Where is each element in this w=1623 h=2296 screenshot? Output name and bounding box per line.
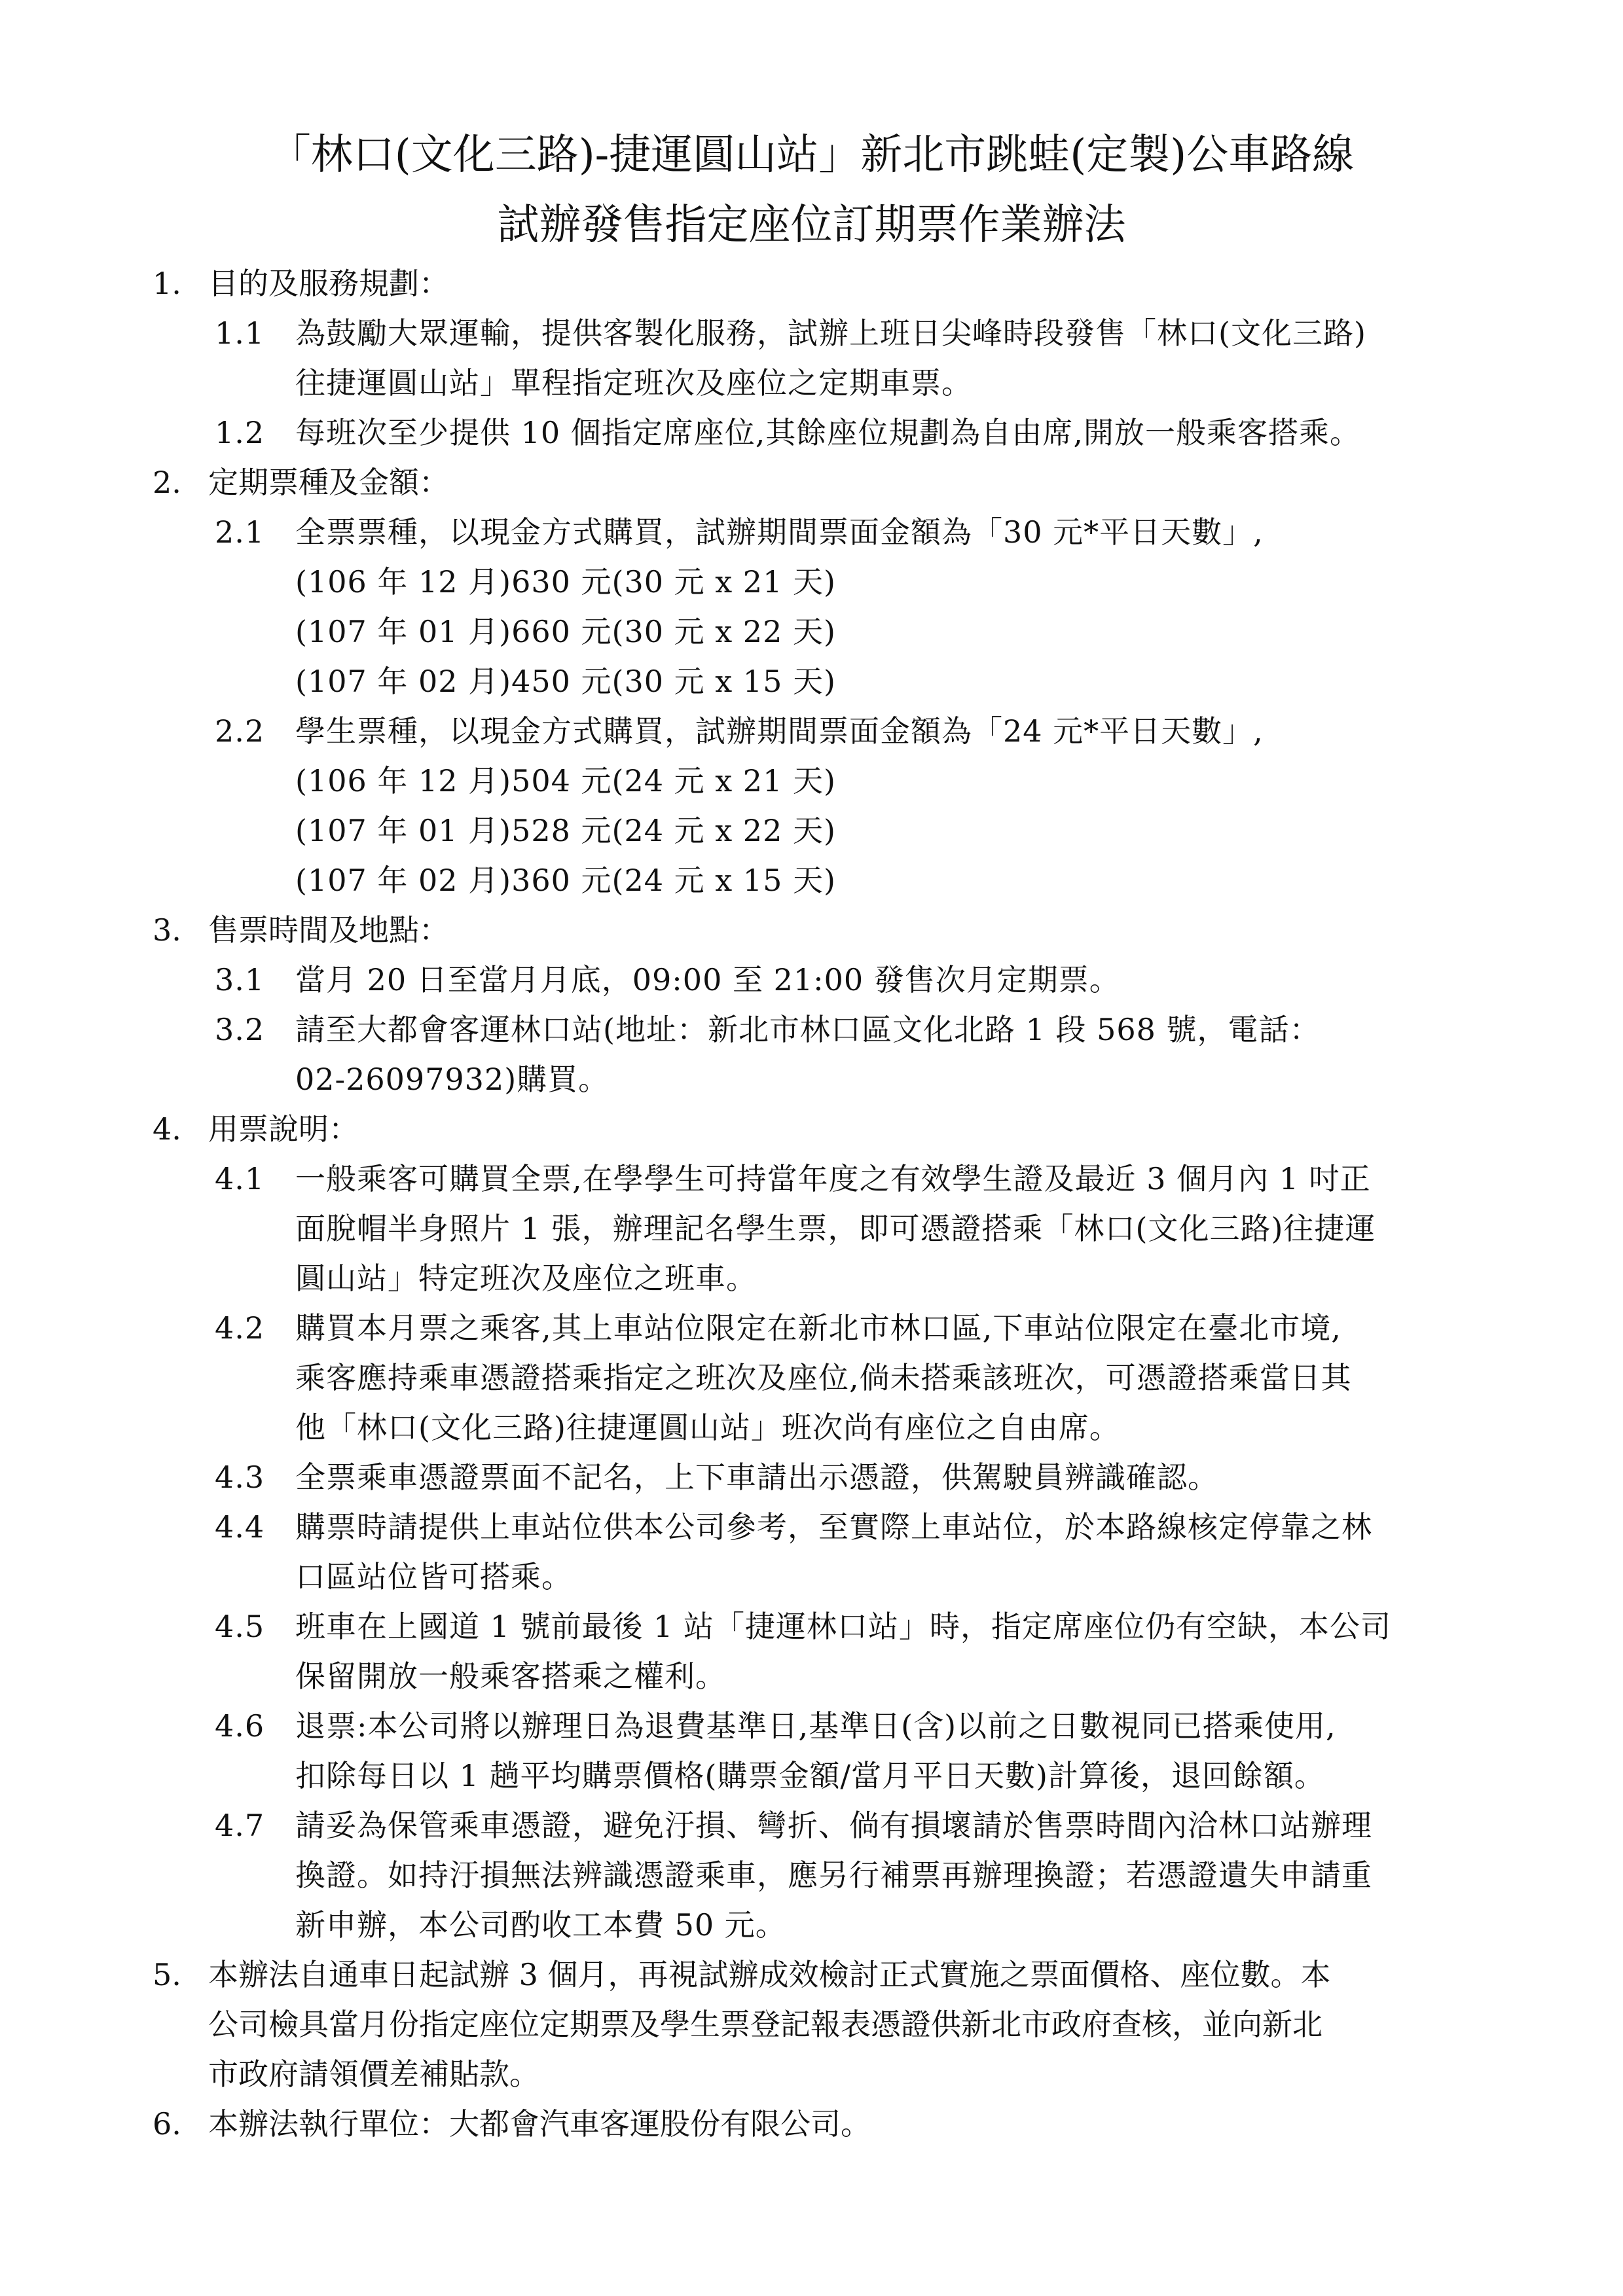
section-2 [153,457,1485,507]
clause-3-1 [215,955,1485,1005]
section-body [208,2099,1485,2149]
clause-body [295,706,1485,905]
clause-body [295,1801,1485,1950]
document-body [153,259,1485,2149]
clause-text-line: (107 年 01 月)660 元(30 元 x 22 天) [295,614,836,649]
clause-text-line: 請妥為保管乘車憑證，避免汙損、彎折、倘有損壞請於售票時間內洽林口站辦理 [295,1808,1372,1843]
section-5 [153,1950,1485,2099]
clause-number: 4.4 [215,1509,265,1545]
clause-text-line: 新申辦，本公司酌收工本費 50 元。 [295,1907,786,1943]
clause-number: 4.6 [215,1708,265,1744]
document-title-line-1: 「林口(文化三路)-捷運圓山站」新北市跳蛙(定製)公車路線 [268,131,1355,179]
clause-body [295,408,1485,457]
clause-number: 1.2 [215,415,265,450]
clause-4-7 [215,1801,1485,1950]
section-number: 6. [153,2106,181,2142]
clause-4-5 [215,1602,1485,1701]
section-heading: 定期票種及金額： [208,465,449,500]
section-text-line: 本辦法執行單位：大都會汽車客運股份有限公司。 [208,2106,871,2142]
section-number: 4. [153,1111,181,1147]
clause-text-line: 退票:本公司將以辦理日為退費基準日,基準日(含)以前之日數視同已搭乘使用, [295,1708,1336,1744]
section-number: 3. [153,912,181,948]
section-3 [153,905,1485,955]
clause-4-4 [215,1502,1485,1602]
clause-text-line: 每班次至少提供 10 個指定席座位,其餘座位規劃為自由席,開放一般乘客搭乘。 [295,415,1361,450]
clause-number: 3.2 [215,1012,265,1047]
clause-number: 4.3 [215,1460,265,1495]
clause-4-2 [215,1303,1485,1452]
section-1 [153,259,1485,308]
section-body [208,259,1485,308]
clause-body [295,1005,1485,1104]
clause-body [295,1154,1485,1303]
document-title-line-2: 試辦發售指定座位訂期票作業辦法 [497,201,1126,249]
clause-text-line: 圓山站」特定班次及座位之班車。 [295,1261,757,1296]
clause-text-line: (106 年 12 月)504 元(24 元 x 21 天) [295,763,836,798]
clause-text-line: 往捷運圓山站」單程指定班次及座位之定期車票。 [295,365,972,401]
clause-body [295,507,1485,706]
clause-text-line: 乘客應持乘車憑證搭乘指定之班次及座位,倘未搭乘該班次，可憑證搭乘當日其 [295,1360,1352,1395]
clause-number: 4.1 [215,1161,265,1196]
clause-text-line: (107 年 02 月)450 元(30 元 x 15 天) [295,664,836,699]
clause-body [295,955,1485,1005]
clause-text-line: 扣除每日以 1 趟平均購票價格(購票金額/當月平日天數)計算後，退回餘額。 [295,1758,1325,1793]
clause-number: 2.2 [215,713,265,749]
clause-1-2 [215,408,1485,457]
section-text-line: 公司檢具當月份指定座位定期票及學生票登記報表憑證供新北市政府查核，並向新北 [208,2007,1322,2042]
clause-text-line: 保留開放一般乘客搭乘之權利。 [295,1659,726,1694]
section-heading: 用票說明： [208,1111,359,1147]
clause-body [295,1502,1485,1602]
clause-3-2 [215,1005,1485,1104]
section-text-line: 市政府請領價差補貼款。 [208,2056,539,2092]
clause-text-line: 學生票種，以現金方式購買，試辦期間票面金額為「24 元*平日天數」, [295,713,1264,749]
clause-body [295,1452,1485,1502]
clause-text-line: 口區站位皆可搭乘。 [295,1559,572,1594]
section-body [208,1950,1485,2099]
section-number: 2. [153,465,181,500]
clause-body [295,1602,1485,1701]
clause-4-3 [215,1452,1485,1502]
clause-number: 1.1 [215,315,265,351]
clause-text-line: 購買本月票之乘客,其上車站位限定在新北市林口區,下車站位限定在臺北市境, [295,1310,1341,1346]
clause-text-line: (107 年 02 月)360 元(24 元 x 15 天) [295,863,836,898]
clause-4-6 [215,1701,1485,1801]
clause-text-line: 為鼓勵大眾運輸，提供客製化服務，試辦上班日尖峰時段發售「林口(文化三路) [295,315,1366,351]
section-body [208,457,1485,507]
clause-text-line: 面脫帽半身照片 1 張，辦理記名學生票，即可憑證搭乘「林口(文化三路)往捷運 [295,1211,1376,1246]
clause-body [295,1303,1485,1452]
clause-text-line: 購票時請提供上車站位供本公司參考，至實際上車站位，於本路線核定停靠之林 [295,1509,1372,1545]
section-text-line: 本辦法自通車日起試辦 3 個月，再視試辦成效檢討正式實施之票面價格、座位數。本 [208,1957,1331,1992]
clause-text-line: 班車在上國道 1 號前最後 1 站「捷運林口站」時，指定席座位仍有空缺，本公司 [295,1609,1392,1644]
clause-text-line: 全票乘車憑證票面不記名，上下車請出示憑證，供駕駛員辨識確認。 [295,1460,1218,1495]
clause-text-line: 一般乘客可購買全票,在學學生可持當年度之有效學生證及最近 3 個月內 1 吋正 [295,1161,1371,1196]
clause-4-1 [215,1154,1485,1303]
clause-text-line: 全票票種，以現金方式購買，試辦期間票面金額為「30 元*平日天數」, [295,514,1264,550]
section-heading: 售票時間及地點： [208,912,449,948]
section-number: 5. [153,1957,181,1992]
clause-number: 3.1 [215,962,265,997]
section-body [208,905,1485,955]
clause-text-line: (107 年 01 月)528 元(24 元 x 22 天) [295,813,836,848]
clause-2-2 [215,706,1485,905]
clause-number: 4.5 [215,1609,265,1644]
section-body [208,1104,1485,1154]
clause-1-1 [215,308,1485,408]
clause-text-line: 他「林口(文化三路)往捷運圓山站」班次尚有座位之自由席。 [295,1410,1120,1445]
clause-body [295,308,1485,408]
clause-number: 4.2 [215,1310,265,1346]
clause-body [295,1701,1485,1801]
clause-text-line: 換證。如持汙損無法辨識憑證乘車，應另行補票再辦理換證；若憑證遺失申請重 [295,1857,1372,1893]
clause-text-line: 當月 20 日至當月月底，09:00 至 21:00 發售次月定期票。 [295,962,1120,997]
section-number: 1. [153,266,181,301]
clause-2-1 [215,507,1485,706]
section-4 [153,1104,1485,1154]
clause-text-line: (106 年 12 月)630 元(30 元 x 21 天) [295,564,836,600]
clause-number: 4.7 [215,1808,265,1843]
clause-text-line: 請至大都會客運林口站(地址：新北市林口區文化北路 1 段 568 號，電話： [295,1012,1321,1047]
clause-number: 2.1 [215,514,265,550]
clause-text-line: 02-26097932)購買。 [295,1062,610,1097]
section-heading: 目的及服務規劃： [208,266,449,301]
section-6 [153,2099,1485,2149]
